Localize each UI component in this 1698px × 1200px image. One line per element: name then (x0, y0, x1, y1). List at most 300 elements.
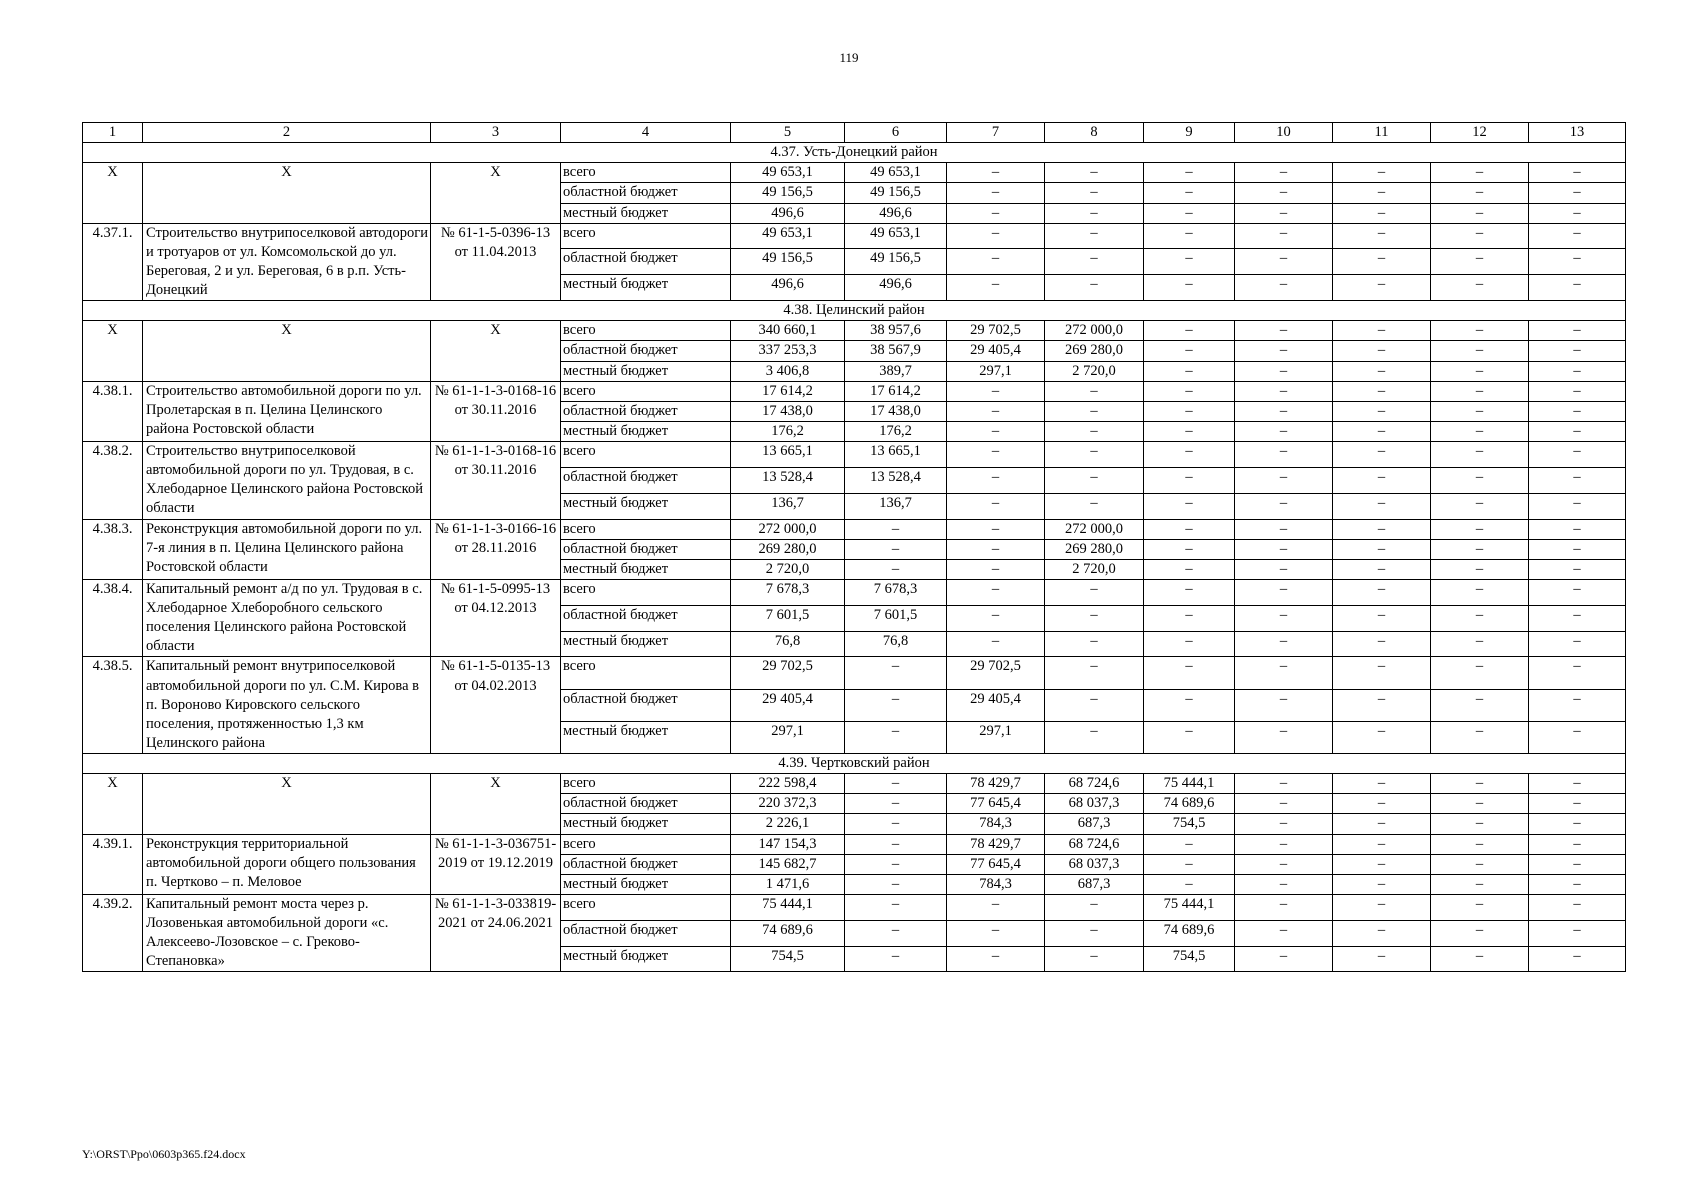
page-number: 119 (839, 50, 859, 65)
value-cell: – (947, 467, 1045, 493)
value-cell: – (1235, 539, 1333, 559)
value-cell: – (1529, 854, 1626, 874)
value-cell: – (1144, 361, 1235, 381)
value-cell: 29 702,5 (731, 657, 845, 689)
value-cell: – (1144, 689, 1235, 721)
budget-type: всего (561, 381, 731, 401)
value-cell: – (1045, 493, 1144, 519)
value-cell: 754,5 (1144, 946, 1235, 972)
value-cell: – (1333, 361, 1431, 381)
value-cell: – (1045, 920, 1144, 946)
value-cell: – (1235, 381, 1333, 401)
value-cell: – (1529, 467, 1626, 493)
value-cell: 496,6 (731, 203, 845, 223)
budget-type: всего (561, 579, 731, 605)
value-cell: – (1333, 539, 1431, 559)
item-document: № 61-1-1-3-036751-2019 от 19.12.2019 (431, 834, 561, 894)
value-cell: – (1333, 163, 1431, 183)
item-code: 4.39.1. (83, 834, 143, 894)
budget-type: всего (561, 519, 731, 539)
budget-type: всего (561, 321, 731, 341)
value-cell: – (1045, 381, 1144, 401)
value-cell: – (845, 794, 947, 814)
value-cell: – (1144, 163, 1235, 183)
value-cell: – (1431, 834, 1529, 854)
value-cell: 29 405,4 (947, 689, 1045, 721)
value-cell: – (1333, 631, 1431, 657)
value-cell: 38 567,9 (845, 341, 947, 361)
budget-type: местный бюджет (561, 721, 731, 753)
value-cell: 2 720,0 (1045, 361, 1144, 381)
value-cell: 76,8 (845, 631, 947, 657)
value-cell: – (1144, 721, 1235, 753)
value-cell: 496,6 (845, 203, 947, 223)
value-cell: – (1235, 874, 1333, 894)
value-cell: 3 406,8 (731, 361, 845, 381)
value-cell: – (947, 493, 1045, 519)
value-cell: – (1333, 203, 1431, 223)
value-cell: – (1045, 579, 1144, 605)
value-cell: 49 653,1 (731, 163, 845, 183)
value-cell: 68 037,3 (1045, 794, 1144, 814)
value-cell: – (1235, 605, 1333, 631)
value-cell: 75 444,1 (731, 894, 845, 920)
value-cell: – (947, 275, 1045, 301)
value-cell: – (1144, 249, 1235, 275)
value-cell: – (1529, 203, 1626, 223)
value-cell: – (1045, 275, 1144, 301)
header-row (83, 123, 1626, 143)
value-cell: 687,3 (1045, 814, 1144, 834)
value-cell: 74 689,6 (1144, 920, 1235, 946)
value-cell: – (1529, 794, 1626, 814)
value-cell: – (1529, 579, 1626, 605)
value-cell: – (1529, 657, 1626, 689)
value-cell: 496,6 (845, 275, 947, 301)
item-name: Строительство внутрипоселковой автодороги и тротуаров от ул. Комсомольской до ул. Береговая, 2 и ул. Береговая, 6 в р.п. Усть-Донецкий (143, 223, 431, 301)
budget-type: всего (561, 163, 731, 183)
value-cell: 754,5 (1144, 814, 1235, 834)
value-cell: – (1235, 321, 1333, 341)
value-cell: – (1144, 442, 1235, 468)
item-document: № 61-1-1-3-0166-16 от 28.11.2016 (431, 519, 561, 579)
value-cell: 49 156,5 (731, 183, 845, 203)
value-cell: 136,7 (845, 493, 947, 519)
value-cell: – (1333, 605, 1431, 631)
item-name: Строительство автомобильной дороги по ул. Пролетарская в п. Целина Целинского района Ростовской области (143, 381, 431, 441)
value-cell: – (1235, 834, 1333, 854)
item-name: Х (143, 774, 431, 834)
value-cell: – (1333, 920, 1431, 946)
value-cell: 269 280,0 (1045, 341, 1144, 361)
value-cell: 222 598,4 (731, 774, 845, 794)
value-cell: – (1431, 579, 1529, 605)
budget-type: всего (561, 894, 731, 920)
value-cell: 337 253,3 (731, 341, 845, 361)
value-cell: – (1431, 203, 1529, 223)
value-cell: – (1431, 894, 1529, 920)
value-cell: 496,6 (731, 275, 845, 301)
value-cell: 272 000,0 (731, 519, 845, 539)
value-cell: – (1333, 249, 1431, 275)
value-cell: 2 720,0 (731, 559, 845, 579)
value-cell: 176,2 (731, 421, 845, 441)
value-cell: – (1144, 657, 1235, 689)
value-cell: – (947, 401, 1045, 421)
value-cell: 29 702,5 (947, 657, 1045, 689)
value-cell: – (845, 874, 947, 894)
value-cell: 17 438,0 (845, 401, 947, 421)
value-cell: – (1144, 579, 1235, 605)
budget-type: областной бюджет (561, 794, 731, 814)
item-document: № 61-1-1-3-0168-16 от 30.11.2016 (431, 381, 561, 441)
item-code: 4.38.4. (83, 579, 143, 657)
value-cell: 176,2 (845, 421, 947, 441)
value-cell: 17 614,2 (845, 381, 947, 401)
value-cell: 49 653,1 (845, 163, 947, 183)
budget-type: местный бюджет (561, 814, 731, 834)
value-cell: – (845, 854, 947, 874)
value-cell: – (1431, 539, 1529, 559)
value-cell: – (1235, 920, 1333, 946)
value-cell: – (1431, 605, 1529, 631)
value-cell: – (1333, 223, 1431, 249)
value-cell: – (1431, 401, 1529, 421)
value-cell: – (1235, 657, 1333, 689)
value-cell: – (1144, 381, 1235, 401)
value-cell: 340 660,1 (731, 321, 845, 341)
value-cell: – (1529, 814, 1626, 834)
value-cell: – (1235, 631, 1333, 657)
value-cell: 1 471,6 (731, 874, 845, 894)
value-cell: – (845, 539, 947, 559)
value-cell: – (1235, 894, 1333, 920)
value-cell: 784,3 (947, 874, 1045, 894)
budget-type: областной бюджет (561, 605, 731, 631)
budget-type: всего (561, 223, 731, 249)
column-number: 10 (1235, 123, 1333, 143)
value-cell: – (1144, 874, 1235, 894)
budget-type: областной бюджет (561, 341, 731, 361)
value-cell: – (845, 657, 947, 689)
section-row (83, 143, 1626, 163)
value-cell: 77 645,4 (947, 794, 1045, 814)
value-cell: – (1529, 442, 1626, 468)
table-row (83, 657, 1626, 689)
value-cell: – (1144, 631, 1235, 657)
value-cell: 13 665,1 (731, 442, 845, 468)
budget-type: всего (561, 657, 731, 689)
value-cell: – (1235, 689, 1333, 721)
value-cell: 49 653,1 (731, 223, 845, 249)
value-cell: 7 678,3 (731, 579, 845, 605)
value-cell: – (1431, 467, 1529, 493)
value-cell: – (1235, 559, 1333, 579)
value-cell: – (1529, 631, 1626, 657)
value-cell: 2 720,0 (1045, 559, 1144, 579)
value-cell: – (1144, 834, 1235, 854)
item-code: 4.38.5. (83, 657, 143, 754)
value-cell: – (947, 559, 1045, 579)
value-cell: – (1431, 275, 1529, 301)
value-cell: – (1529, 223, 1626, 249)
value-cell: – (947, 894, 1045, 920)
item-code: 4.37.1. (83, 223, 143, 301)
budget-type: местный бюджет (561, 559, 731, 579)
table-row (83, 519, 1626, 539)
column-number: 11 (1333, 123, 1431, 143)
value-cell: – (1529, 605, 1626, 631)
value-cell: – (1045, 223, 1144, 249)
value-cell: 13 665,1 (845, 442, 947, 468)
value-cell: – (1529, 493, 1626, 519)
value-cell: – (1529, 721, 1626, 753)
value-cell: – (1431, 223, 1529, 249)
value-cell: 74 689,6 (1144, 794, 1235, 814)
column-number: 13 (1529, 123, 1626, 143)
value-cell: 49 156,5 (845, 249, 947, 275)
value-cell: – (1045, 605, 1144, 631)
value-cell: – (947, 539, 1045, 559)
item-name: Капитальный ремонт внутрипоселковой автомобильной дороги по ул. С.М. Кирова в п. Вороново Кировского сельского поселения, протяженностью 1,3 км Целинского района (143, 657, 431, 754)
value-cell: – (1235, 163, 1333, 183)
value-cell: 272 000,0 (1045, 321, 1144, 341)
value-cell: – (1333, 467, 1431, 493)
budget-type: всего (561, 774, 731, 794)
value-cell: – (1235, 249, 1333, 275)
value-cell: 49 156,5 (731, 249, 845, 275)
value-cell: – (1431, 163, 1529, 183)
value-cell: – (1235, 401, 1333, 421)
item-document: № 61-1-5-0396-13 от 11.04.2013 (431, 223, 561, 301)
value-cell: – (947, 223, 1045, 249)
budget-type: областной бюджет (561, 183, 731, 203)
value-cell: – (1144, 321, 1235, 341)
value-cell: – (1235, 361, 1333, 381)
value-cell: 220 372,3 (731, 794, 845, 814)
value-cell: – (1431, 814, 1529, 834)
value-cell: – (1529, 920, 1626, 946)
value-cell: – (1431, 689, 1529, 721)
value-cell: – (1333, 341, 1431, 361)
value-cell: – (1235, 341, 1333, 361)
value-cell: – (1333, 894, 1431, 920)
item-name: Реконструкция автомобильной дороги по ул. 7-я линия в п. Целина Целинского района Ростовской области (143, 519, 431, 579)
value-cell: – (1529, 341, 1626, 361)
value-cell: 29 702,5 (947, 321, 1045, 341)
item-code: Х (83, 163, 143, 223)
table-row (83, 774, 1626, 794)
value-cell: 269 280,0 (731, 539, 845, 559)
value-cell: – (947, 605, 1045, 631)
value-cell: 687,3 (1045, 874, 1144, 894)
value-cell: – (1235, 493, 1333, 519)
value-cell: – (1045, 401, 1144, 421)
value-cell: 754,5 (731, 946, 845, 972)
value-cell: 784,3 (947, 814, 1045, 834)
value-cell: – (1235, 579, 1333, 605)
value-cell: – (1431, 361, 1529, 381)
value-cell: – (1045, 657, 1144, 689)
value-cell: 68 037,3 (1045, 854, 1144, 874)
value-cell: – (845, 721, 947, 753)
value-cell: – (1045, 442, 1144, 468)
value-cell: – (845, 519, 947, 539)
section-title: 4.38. Целинский район (83, 301, 1626, 321)
value-cell: – (1235, 183, 1333, 203)
value-cell: – (1333, 579, 1431, 605)
value-cell: – (1144, 203, 1235, 223)
column-number: 5 (731, 123, 845, 143)
value-cell: – (1529, 519, 1626, 539)
value-cell: – (1144, 467, 1235, 493)
item-code: Х (83, 321, 143, 381)
value-cell: 17 614,2 (731, 381, 845, 401)
value-cell: – (1235, 854, 1333, 874)
value-cell: – (947, 163, 1045, 183)
value-cell: – (1431, 493, 1529, 519)
budget-type: местный бюджет (561, 275, 731, 301)
value-cell: – (1333, 946, 1431, 972)
value-cell: – (1333, 657, 1431, 689)
value-cell: – (1144, 421, 1235, 441)
item-code: Х (83, 774, 143, 834)
value-cell: 7 601,5 (845, 605, 947, 631)
value-cell: 68 724,6 (1045, 834, 1144, 854)
column-number: 4 (561, 123, 731, 143)
value-cell: 74 689,6 (731, 920, 845, 946)
value-cell: – (1431, 183, 1529, 203)
item-document: Х (431, 774, 561, 834)
value-cell: – (1333, 183, 1431, 203)
value-cell: – (1431, 341, 1529, 361)
value-cell: – (845, 814, 947, 834)
budget-type: местный бюджет (561, 493, 731, 519)
value-cell: – (947, 442, 1045, 468)
value-cell: – (1045, 946, 1144, 972)
value-cell: – (1144, 493, 1235, 519)
value-cell: – (845, 946, 947, 972)
value-cell: 13 528,4 (731, 467, 845, 493)
value-cell: – (1045, 631, 1144, 657)
value-cell: – (1333, 493, 1431, 519)
value-cell: – (1333, 689, 1431, 721)
value-cell: – (1235, 794, 1333, 814)
value-cell: – (845, 894, 947, 920)
value-cell: – (1529, 559, 1626, 579)
value-cell: – (1529, 163, 1626, 183)
column-number: 1 (83, 123, 143, 143)
table-row (83, 163, 1626, 183)
value-cell: – (1235, 421, 1333, 441)
value-cell: – (1235, 814, 1333, 834)
value-cell: – (1045, 467, 1144, 493)
value-cell: 297,1 (947, 721, 1045, 753)
column-number: 12 (1431, 123, 1529, 143)
value-cell: 17 438,0 (731, 401, 845, 421)
value-cell: – (1529, 946, 1626, 972)
value-cell: – (1431, 631, 1529, 657)
item-code: 4.38.2. (83, 442, 143, 520)
value-cell: 297,1 (947, 361, 1045, 381)
value-cell: – (1431, 421, 1529, 441)
value-cell: – (1431, 442, 1529, 468)
value-cell: – (845, 774, 947, 794)
value-cell: – (1529, 539, 1626, 559)
item-code: 4.38.3. (83, 519, 143, 579)
value-cell: 389,7 (845, 361, 947, 381)
budget-type: местный бюджет (561, 631, 731, 657)
value-cell: – (947, 579, 1045, 605)
value-cell: – (1333, 275, 1431, 301)
value-cell: – (1333, 321, 1431, 341)
value-cell: 49 156,5 (845, 183, 947, 203)
item-name: Х (143, 321, 431, 381)
budget-type: местный бюджет (561, 421, 731, 441)
value-cell: – (1529, 894, 1626, 920)
value-cell: – (1235, 721, 1333, 753)
value-cell: – (845, 559, 947, 579)
item-name: Капитальный ремонт моста через р. Лозовенькая автомобильной дороги «с. Алексеево-Лозовское – с. Греково-Степановка» (143, 894, 431, 972)
value-cell: – (1333, 401, 1431, 421)
table-row (83, 834, 1626, 854)
table-row (83, 321, 1626, 341)
value-cell: – (1431, 774, 1529, 794)
section-row (83, 301, 1626, 321)
value-cell: – (1235, 223, 1333, 249)
value-cell: – (1144, 183, 1235, 203)
value-cell: – (1529, 321, 1626, 341)
value-cell: 49 653,1 (845, 223, 947, 249)
value-cell: – (1529, 421, 1626, 441)
value-cell: – (1431, 249, 1529, 275)
value-cell: – (1045, 894, 1144, 920)
value-cell: 77 645,4 (947, 854, 1045, 874)
value-cell: 145 682,7 (731, 854, 845, 874)
value-cell: – (1144, 559, 1235, 579)
budget-table (82, 122, 1626, 972)
budget-type: всего (561, 834, 731, 854)
item-code: 4.39.2. (83, 894, 143, 972)
value-cell: – (845, 689, 947, 721)
value-cell: – (947, 631, 1045, 657)
value-cell: – (1045, 203, 1144, 223)
value-cell: 2 226,1 (731, 814, 845, 834)
value-cell: – (1144, 275, 1235, 301)
value-cell: – (1144, 605, 1235, 631)
item-name: Строительство внутрипоселковой автомобильной дороги по ул. Трудовая, в с. Хлебодарное Целинского района Ростовской области (143, 442, 431, 520)
item-document: Х (431, 321, 561, 381)
value-cell: – (1045, 249, 1144, 275)
value-cell: – (1144, 401, 1235, 421)
value-cell: – (1529, 774, 1626, 794)
value-cell: – (1431, 519, 1529, 539)
value-cell: – (1235, 203, 1333, 223)
value-cell: 7 601,5 (731, 605, 845, 631)
section-row (83, 754, 1626, 774)
value-cell: 297,1 (731, 721, 845, 753)
value-cell: 76,8 (731, 631, 845, 657)
value-cell: – (1431, 794, 1529, 814)
value-cell: – (1235, 442, 1333, 468)
value-cell: – (1235, 275, 1333, 301)
value-cell: – (947, 183, 1045, 203)
value-cell: – (1144, 341, 1235, 361)
item-document: № 61-1-1-3-033819-2021 от 24.06.2021 (431, 894, 561, 972)
budget-type: местный бюджет (561, 874, 731, 894)
value-cell: – (1431, 381, 1529, 401)
table-row (83, 381, 1626, 401)
